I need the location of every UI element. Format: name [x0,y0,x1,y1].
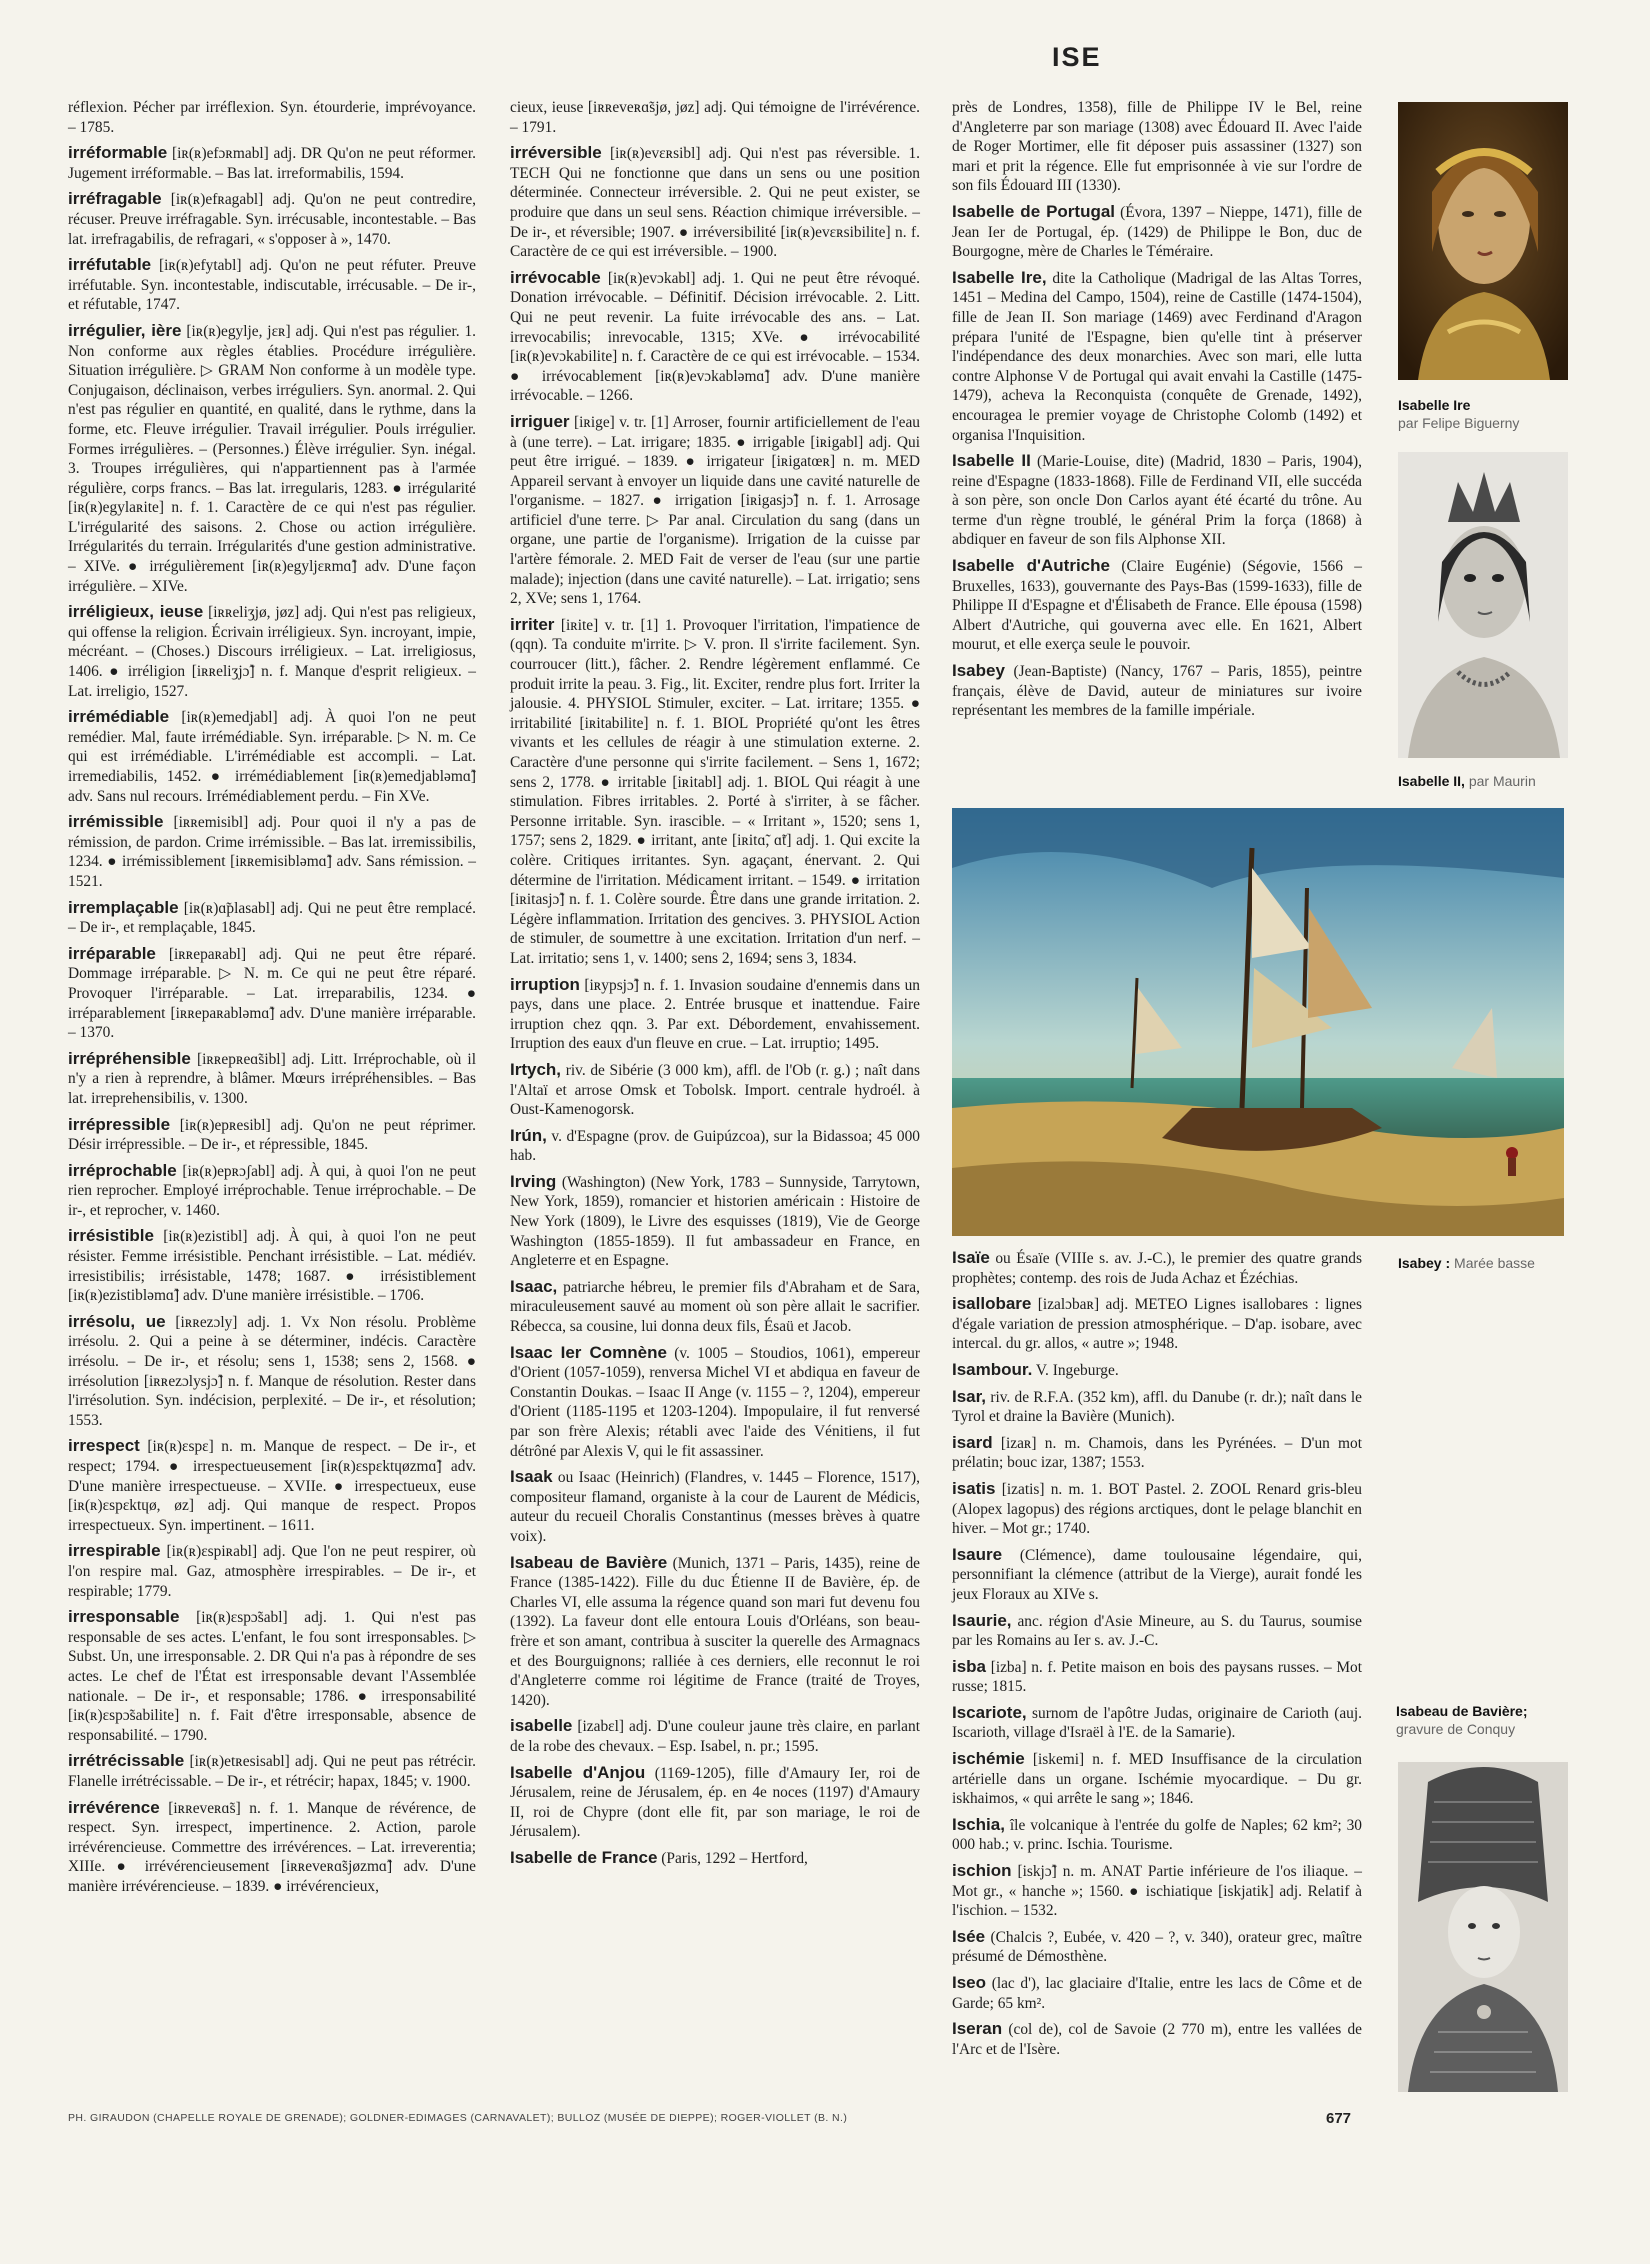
entry-definition: [izaʀ] n. m. Chamois, dans les Pyrénées. – D'un mot prélatin; bouc izar, 1387; 1553. [952,1434,1362,1472]
entry-headword: irrésistible [68,1226,154,1246]
entry-definition: près de Londres, 1358), fille de Philippe IV le Bel, reine d'Angleterre par son mariage (1308) avec Édouard II. Avec l'aide de Roger Mortimer, elle fit déposer puis assassiner (1327) son mari et prit la régence. Elle fut emprisonnée à vie sur l'ordre de son fils Édouard III (1330). [952,99,1362,195]
entry-definition: (Paris, 1292 – Hertford, [661,1849,808,1867]
isabelle-1-caption [1398,396,1519,432]
entry-definition: (Marie-Louise, dite) (Madrid, 1830 – Paris, 1904), reine d'Espagne (1833-1868). Fille de Ferdinand VII, elle succéda à son père, son oncle Don Carlos ayant été écarté du trône. Au terme d'un règne troublé, le général Prim la força (1868) à abdiquer en faveur de son fils Alphonse XII. [952,453,1362,549]
entry-definition: [iʀ(ʀ)epʀɔʃabl] adj. À qui, à quoi l'on ne peut rien reprocher. Employé irréprochable. Tenue irréprochable. – De ir-, et reprocher, v. 1460. [68,1162,476,1219]
dictionary-entry [952,1749,1362,1809]
entry-headword: Irtych, [510,1059,562,1079]
dictionary-entry [68,1607,476,1745]
entry-definition: (1169-1205), fille d'Amaury Ier, roi de Jérusalem, reine de Jérusalem, ép. en 4e noces (1197) d'Amaury II, roi de Chypre (dont elle fit, par son mariage, le roi de Jérusalem). [510,1764,920,1841]
entry-headword: irresponsable [68,1607,180,1627]
entry-definition: [iskjɔ̃] n. m. ANAT Partie inférieure de l'os iliaque. – Mot gr., « hanche »; 1560. ● ischiatique [iskjatik] adj. Relatif à l'ischion. – 1532. [952,1863,1362,1920]
dictionary-entry [952,1479,1362,1539]
dictionary-entry [510,98,920,137]
entry-definition: [iʀ(ʀ)evɛʀsibl] adj. Qui n'est pas réversible. 1. TECH Qui ne fonctionne que dans un sens ou une position déterminée. Connecteur irréversible. 2. Qui ne peut exister, se produire que dans un seul sens. Réaction chimique irréversible. – De ir-, et réversible; 1907. ● irréversibilité [iʀ(ʀ)evɛʀsibilite] n. f. Caractère de ce qui est irréversible. – 1900. [510,145,920,261]
dictionary-entry [952,556,1362,655]
entry-headword: Isaure [952,1544,1003,1564]
entry-headword: irréfragable [68,189,162,209]
entry-definition: (Chalcis ?, Eubée, v. 420 – ?, v. 340), orateur grec, maître présumé de Démosthène. [952,1928,1362,1966]
dictionary-entry [952,1861,1362,1921]
dictionary-entry [510,1343,920,1462]
entry-headword: Isaurie, [952,1610,1012,1630]
dictionary-entry [68,1798,476,1897]
photo-credits: PH. GIRAUDON (CHAPELLE ROYALE DE GRENADE); GOLDNER-EDIMAGES (CARNAVALET); BULLOZ (MUSÉE DE DIEPPE); ROGER-VIOLLET (B. N.) [68,2112,848,2124]
entry-headword: Isabelle d'Autriche [952,556,1110,576]
dictionary-entry [952,1611,1362,1651]
entry-definition: [iʀ(ʀ)ɛspɛ] n. m. Manque de respect. – De ir-, et respect; 1794. ● irrespectueusement [iʀ(ʀ)ɛspɛktɥøzmɑ̃] adv. D'une manière irrespectueuse. – XVIIe. ● irrespectueux, euse [iʀ(ʀ)ɛspɛktɥø, øz] adj. Qui manque de respect. Propos irrespectueux. Syn. impertinent. – 1611. [68,1438,476,1534]
column-2 [510,98,920,1874]
isabelle-1-caption-sub: par Felipe Biguerny [1398,415,1520,431]
dictionary-entry [68,944,476,1043]
dictionary-entry [68,189,476,249]
entry-definition: île volcanique à l'entrée du golfe de Naples; 62 km²; 30 000 hab.; v. princ. Ischia. Tourisme. [952,1816,1362,1854]
dictionary-entry [952,1703,1362,1743]
entry-definition: [iʀypsjɔ̃] n. f. 1. Invasion soudaine d'ennemis dans un pays, dans une place. 2. Entrée brusque et inattendue. Faire irruption chez qqn. 3. Par ext. Débordement, envahissement. Irruption des eaux d'un fleuve en crue. – Lat. irruptio; 1495. [510,976,920,1053]
dictionary-entry [952,98,1362,196]
entry-definition: (col de), col de Savoie (2 770 m), entre les vallées de l'Arc et de l'Isère. [952,2021,1362,2058]
dictionary-entry [68,321,476,596]
entry-definition: [iʀʀeveʀɑ̃s] n. f. 1. Manque de révérence, de respect. Syn. irrespect, impertinence. 2. Action, parole irrévérencieuse. Commettre des irrévérences. – Lat. irreverentia; XIIIe. ● irrévérencieusement [iʀʀeveʀɑ̃sjøzmɑ̃] adv. D'une manière irrévérencieuse. – 1839. ● irrévérencieux, [68,1799,476,1895]
entry-headword: irrégulier, ière [68,320,182,340]
entry-definition: V. Ingeburge. [1035,1361,1119,1379]
entry-headword: Isar, [952,1386,987,1406]
dictionary-entry [510,1172,920,1271]
isabeau-engraving [1398,1762,1568,2092]
dictionary-entry [510,1277,920,1337]
entry-definition: [iʀ(ʀ)efytabl] adj. Qu'on ne peut réfuter. Preuve irréfutable. Syn. incontestable, indiscutable, irrécusable. – De ir-, et réfutable, 1747. [68,257,476,314]
entry-headword: Isambour. [952,1359,1033,1379]
dictionary-entry [952,1815,1362,1855]
dictionary-entry [952,1927,1362,1967]
isabey-caption-title: Isabey : [1398,1255,1451,1271]
entry-definition: riv. de R.F.A. (352 km), affl. du Danube (r. dr.); naît dans le Tyrol et draine la Bavière (Munich). [952,1388,1362,1426]
dictionary-entry [510,1848,920,1869]
entry-headword: irréfutable [68,255,152,275]
entry-headword: Isabeau de Bavière [510,1552,668,1572]
entry-definition: [iʀ(ʀ)egylje, jɛʀ] adj. Qui n'est pas régulier. 1. Non conforme aux règles établies. Procédure irrégulière. Situation irrégulière. ▷ GRAM Non conforme à un modèle type. Conjugaison, déclinaison, verbes irréguliers. Syn. anormal. 2. Qui n'est pas régulier en quantité, en qualité, dans le rythme, dans la forme, etc. Fleuve irrégulier. Travail irrégulier. Pouls irrégulier. Formes irrégulières. – (Personnes.) Élève irrégulier. Syn. inégal. 3. Troupes irrégulières, qui n'appartiennent pas à l'armée régulière, corps francs. – Bas lat. irregularis, 1283. ● irrégularité [iʀ(ʀ)egylaʀite] n. f. 1. Caractère de ce qui n'est pas régulier. L'irrégularité des saisons. 2. Chose ou action irrégulière. Irrégularités du terrain. Irrégularités d'une gestion administrative. – XIVe. ● irrégulièrement [iʀ(ʀ)egyljɛʀmɑ̃] adv. D'une façon irrégulière. – XIVe. [68,322,477,595]
dictionary-entry [952,1248,1362,1288]
entry-definition: [izatis] n. m. 1. BOT Pastel. 2. ZOOL Renard gris-bleu (Alopex lagopus) des régions arctiques, dont le pelage blanchit en hiver. – Mot gr.; 1740. [952,1480,1362,1538]
entry-definition: [iʀʀemisibl] adj. Pour quoi il n'y a pas de rémission, de pardon. Crime irrémissible. – Bas lat. irremissibilis, 1234. ● irrémissiblement [iʀʀemisibləmɑ̃] adv. Sans rémission. – 1521. [68,814,476,890]
page-number: 677 [1326,2110,1352,2127]
entry-headword: Irún, [510,1125,547,1145]
dictionary-entry [952,1387,1362,1427]
dictionary-entry [510,975,920,1054]
guide-word: ISE [1052,42,1102,72]
entry-headword: Isabey [952,661,1005,681]
dictionary-entry [510,1716,920,1756]
dictionary-entry [952,1360,1362,1381]
entry-definition: cieux, ieuse [iʀʀeveʀɑ̃sjø, jøz] adj. Qui témoigne de l'irrévérence. – 1791. [510,99,920,136]
dictionary-entry [952,1973,1362,2013]
entry-definition: v. d'Espagne (prov. de Guipúzcoa), sur la Bidassoa; 45 000 hab. [510,1127,920,1165]
entry-definition: [iʀʀepaʀabl] adj. Qui ne peut être réparé. Dommage irréparable. ▷ N. m. Ce qui ne peut être réparé. Provoquer l'irréparable. – Lat. irreparabilis, 1234. ● irréparablement [iʀʀepaʀabləmɑ̃] adv. D'une manière irréparable. – 1370. [68,945,476,1042]
dictionary-entry [68,707,476,806]
entry-headword: irruption [510,974,580,994]
entry-headword: Isabelle de Portugal [952,201,1116,221]
entry-headword: Isabelle d'Anjou [510,1762,646,1782]
entry-definition: [iʀʀezɔly] adj. 1. Vx Non résolu. Problème irrésolu. 2. Qui a peine à se déterminer, indécis. Caractère irrésolu. – De ir-, et résolu; sens 1, 1538; sens 2, 1568. ● irrésolution [iʀʀezɔlysjɔ̃] n. f. Manque de résolution. Rester dans l'irrésolution. Syn. indécision, perplexité. – De ir-, et résolution; 1553. [68,1313,476,1429]
entry-headword: Isaac, [510,1276,558,1296]
entry-definition: [iʀ(ʀ)ɛspiʀabl] adj. Que l'on ne peut respirer, où l'on respire mal. Gaz, atmosphère irrespirables. – De ir-, et respirable; 1779. [68,1543,476,1600]
entry-headword: Iseo [952,1973,987,1992]
entry-headword: Isabelle II [952,451,1031,471]
isabelle-2-caption-sub: par Maurin [1468,773,1536,789]
dictionary-entry [68,1115,476,1155]
dictionary-entry [68,602,476,701]
entry-headword: irrévocable [510,267,601,287]
entry-definition: [iʀ(ʀ)efɔʀmabl] adj. DR Qu'on ne peut réformer. Jugement irréformable. – Bas lat. irreformabilis, 1594. [68,145,476,182]
entry-definition: [iʀige] v. tr. [1] Arroser, fournir artificiellement de l'eau à (une terre). – Lat. irrigare; 1835. ● irrigable [iʀigabl] adj. Qui peut être irrigué. – 1839. ● irrigateur [iʀigatœʀ] n. m. MED Appareil servant à envoyer un liquide dans une cavité naturelle de l'organisme. – 1827. ● irrigation [iʀigasjɔ̃] n. f. 1. Arrosage artificiel d'une terre. ▷ Par anal. Circulation du sang (dans un organe, une partie de l'organisme). Irrigation de la cuisse par l'artère fémorale. 2. MED Fait de verser de l'eau (sur une partie malade); injection (dans une cavité naturelle). – Lat. irrigatio; sens 2, XVe; sens 1, 1764. [510,413,920,608]
dictionary-entry [68,1751,476,1791]
dictionary-entry [510,143,920,262]
entry-headword: irremplaçable [68,897,179,917]
dictionary-entry [68,98,476,137]
entry-headword: irriguer [510,411,570,431]
dictionary-entry [510,1553,920,1711]
entry-headword: irrémissible [68,812,164,832]
isabelle-1-portrait [1398,102,1568,380]
isabey-caption-sub: Marée basse [1454,1255,1535,1271]
entry-definition: [iʀ(ʀ)ɑ̃plasabl] adj. Qui ne peut être remplacé. – De ir-, et remplaçable, 1845. [68,899,476,937]
isabeau-caption-title: Isabeau de Bavière; [1396,1703,1528,1719]
entry-headword: Isabelle Ire, [952,267,1047,287]
isabeau-caption [1396,1702,1528,1738]
entry-headword: irrétrécissable [68,1751,185,1771]
entry-headword: isabelle [510,1716,573,1736]
column-1 [68,98,476,1902]
entry-definition: (Évora, 1397 – Nieppe, 1471), fille de Jean Ier de Portugal, ép. (1429) de Philippe le Bon, duc de Bourgogne, mère de Charles le Téméraire. [952,203,1362,261]
dictionary-entry [952,1294,1362,1354]
entry-definition: [iʀ(ʀ)etʀesisabl] adj. Qui ne peut pas rétrécir. Flanelle irrétrécissable. – De ir-, et rétrécir; hapax, 1845; v. 1900. [68,1753,476,1790]
entry-definition: surnom de l'apôtre Judas, originaire de Carioth (auj. Iscarioth, village d'Israël à l'E. de la Samarie). [952,1704,1362,1742]
entry-definition: (Munich, 1371 – Paris, 1435), reine de France (1385-1422). Fille du duc Étienne II de Bavière, ép. de Charles VI, elle assuma la régence quand son mari fut devenu fou (1392). La faveur dont elle entoura Louis d'Orléans, son beau-frère et son amant, contribua à susciter la querelle des Armagnacs et des Bourguignons; ralliée à ces derniers, elle reconnut le roi d'Angleterre comme roi légitime de France (traité de Troyes, 1420). [510,1554,920,1709]
entry-definition: réflexion. Pécher par irréflexion. Syn. étourderie, imprévoyance. – 1785. [68,99,476,136]
dictionary-entry [68,1541,476,1601]
entry-headword: isallobare [952,1294,1032,1314]
entry-definition: anc. région d'Asie Mineure, au S. du Taurus, soumise par les Romains au Ier s. av. J.-C. [952,1612,1362,1650]
entry-headword: Irving [510,1171,557,1191]
dictionary-entry [510,1467,920,1546]
entry-headword: irrépressible [68,1114,171,1134]
column-3-top [952,98,1362,727]
dictionary-entry [952,202,1362,262]
entry-definition: riv. de Sibérie (3 000 km), affl. de l'Ob (r. g.) ; naît dans l'Altaï et arrose Omsk et Tobolsk. Import. centrale hydroél. à Oust-Kamenogorsk. [510,1061,920,1119]
entry-definition: dite la Catholique (Madrigal de las Altas Torres, 1451 – Medina del Campo, 1504), reine de Castille (1474-1504), fille de Jean II. Son mariage (1469) avec Ferdinand d'Aragon prépara l'unité de l'Espagne, bien qu'elle tint à préserver l'indépendance des deux monarchies. Avec son mari, elle lutta contre Alphonse V de Portugal qui avait envahi la Castille (1475-1479), acheva la Reconquista (conquête de Grenade, 1492), encouragea le premier voyage de Christophe Colomb (1492) et organisa l'Inquisition. [952,269,1362,444]
entry-headword: irriter [510,614,555,634]
entry-definition: [iskemi] n. f. MED Insuffisance de la circulation artérielle dans un organe. Ischémie myocardique. – Du gr. iskhaimos, « qui arrête le sang »; 1846. [952,1751,1362,1808]
entry-headword: irrespect [68,1436,140,1456]
isabelle-2-caption-title: Isabelle II, [1398,773,1465,789]
entry-headword: Iscariote, [952,1702,1027,1722]
dictionary-entry [952,661,1362,721]
isabelle-2-caption [1398,772,1536,790]
entry-definition: [izalɔbaʀ] adj. METEO Lignes isallobares : lignes d'égale variation de pression atmosphérique. – D'ap. isobare, avec intercal. du gr. allos, « autre »; 1948. [952,1296,1362,1353]
dictionary-entry [952,268,1362,445]
entry-headword: ischion [952,1861,1012,1881]
entry-headword: irréparable [68,943,156,963]
dictionary-entry [510,412,920,609]
isabelle-1-portrait-image [1398,102,1568,380]
isabeau-caption-sub: gravure de Conquy [1396,1721,1516,1737]
entry-headword: irrémédiable [68,707,170,727]
entry-headword: irréversible [510,143,602,163]
entry-definition: [izba] n. f. Petite maison en bois des paysans russes. – Mot russe; 1815. [952,1658,1362,1696]
entry-headword: isba [952,1656,987,1676]
entry-definition: patriarche hébreu, le premier fils d'Abraham et de Sara, miraculeusement sauvé au moment où son père allait le sacrifier. Rébecca, sa cousine, lui donna deux fils, Ésaü et Jacob. [510,1278,920,1336]
entry-definition: (Washington) (New York, 1783 – Sunnyside, Tarrytown, New York, 1859), romancier et historien américain : Histoire de New York (1809), le Livre des esquisses (1819), Vie de George Washington (1855-1859). Il fut ambassadeur en France, en Angleterre et en Espagne. [510,1173,920,1270]
isabey-painting-image [952,808,1564,1236]
isabey-caption [1398,1254,1535,1272]
entry-headword: irrépréhensible [68,1048,191,1068]
entry-headword: Isaac Ier Comnène [510,1342,667,1362]
isabelle-2-portrait-image [1398,452,1568,758]
dictionary-entry [68,143,476,183]
dictionary-entry [68,255,476,315]
dictionary-entry [510,1060,920,1120]
entry-headword: Isabelle de France [510,1847,658,1867]
entry-headword: irrésolu, ue [68,1311,166,1331]
entry-definition: [iʀʀepʀeɑ̃sibl] adj. Litt. Irréprochable, où il n'y a rien à reprendre, à blâmer. Mœurs irrépréhensibles. – Bas lat. irreprehensibilis, v. 1300. [68,1050,476,1107]
isabelle-2-portrait [1398,452,1568,758]
entry-definition: [iʀ(ʀ)ezistibl] adj. À qui, à quoi l'on ne peut résister. Femme irrésistible. Penchant irrésistible. – Lat. médiév. irresistibilis; irrésistable, 1478; 1687. ● irrésistiblement [iʀ(ʀ)ezistibləmɑ̃] adv. D'une manière irrésistible. – 1706. [68,1228,476,1305]
dictionary-entry [68,1049,476,1109]
dictionary-entry [68,898,476,938]
dictionary-entry [68,1312,476,1431]
dictionary-entry [510,1763,920,1842]
dictionary-entry [68,1161,476,1221]
dictionary-entry [952,1433,1362,1473]
entry-definition: [iʀ(ʀ)epʀesibl] adj. Qu'on ne peut réprimer. Désir irrépressible. – De ir-, et répressible, 1845. [68,1116,476,1154]
dictionary-entry [510,268,920,406]
entry-headword: isatis [952,1478,996,1498]
dictionary-entry [952,1545,1362,1605]
dictionary-entry [68,812,476,891]
isabeau-engraving-image [1398,1762,1568,2092]
dictionary-entry [510,1126,920,1166]
entry-headword: irréprochable [68,1160,177,1180]
entry-definition: [iʀʀeliʒjø, jøz] adj. Qui n'est pas religieux, qui offense la religion. Écrivain irréligieux. Syn. incroyant, impie, mécréant. – (Choses.) Discours irréligieux. – Lat. irreligiosus, 1406. ● irréligion [iʀʀeliʒjɔ̃] n. f. Manque d'esprit religieux. – Lat. irreligio, 1527. [68,604,476,700]
entry-definition: (v. 1005 – Stoudios, 1061), empereur d'Orient (1057-1059), renversa Michel VI et abdiqua en faveur de Constantin Doukas. – Isaac II Ange (v. 1155 – ?, 1204), empereur d'Orient (1185-1195 et 1203-1204). Impopulaire, il fut renversé par son frère Alexis; rétabli avec l'aide des Vénitiens, il fut détrôné par Alexis V, qui le fit assassiner. [510,1344,920,1460]
entry-definition: [iʀ(ʀ)evɔkabl] adj. 1. Qui ne peut être révoqué. Donation irrévocable. – Définitif. Décision irrévocable. 2. Litt. Qui ne peut revenir. La fuite irrévocable des ans. – Lat. irrevocabilis; inrevocable, 1315; XVe. ● irrévocabilité [iʀ(ʀ)evɔkabilite] n. f. Caractère de ce qui est irrévocable. – 1534. ● irrévocablement [iʀ(ʀ)evɔkabləmɑ̃] adv. D'une manière irrévocable. – 1266. [510,269,920,405]
entry-headword: Isée [952,1926,986,1946]
dictionary-entry [68,1436,476,1535]
column-3-bottom [952,1248,1362,2065]
entry-headword: irrévérence [68,1797,160,1817]
entry-definition: [iʀ(ʀ)emedjabl] adj. À quoi l'on ne peut remédier. Mal, faute irrémédiable. Syn. irréparable. ▷ N. m. Ce qui est irrémédiable. L'irrémédiable est accompli. – Lat. irremediabilis, 1452. ● irrémédiablement [iʀ(ʀ)emedjabləmɑ̃] adv. Sans nul recours. Irrémédiablement perdu. – Fin XVe. [68,709,476,805]
entry-definition: (Claire Eugénie) (Ségovie, 1566 – Bruxelles, 1633), gouvernante des Pays-Bas (1599-1633), fille de Philippe II d'Espagne et d'Élisabeth de France. Elle épousa (1598) Albert d'Autriche, qui gouverna avec elle. En 1621, Albert mourut, et elle exerça seule le pouvoir. [952,558,1362,654]
entry-definition: (lac d'), lac glaciaire d'Italie, entre les lacs de Côme et de Garde; 65 km². [952,1975,1362,2012]
isabey-painting [952,808,1564,1236]
entry-headword: Isaïe [952,1248,990,1267]
entry-headword: isard [952,1432,993,1452]
isabelle-1-caption-title: Isabelle Ire [1398,397,1471,413]
entry-headword: irréligieux, ieuse [68,602,204,622]
entry-definition: ou Isaac (Heinrich) (Flandres, v. 1445 – Florence, 1517), compositeur flamand, organiste à la cour de Laurent de Médicis, auteur du recueil Choralis Constantinus (messes brèves à quatre voix). [510,1469,920,1545]
entry-definition: [iʀite] v. tr. [1] 1. Provoquer l'irritation, l'impatience de (qqn). Ta conduite m'irrite. ▷ V. pron. Il s'irrite facilement. Syn. courroucer (litt.), fâcher. 2. Rendre légèrement enflammé. Ce produit irrite la peau. 3. Fig., lit. Exciter, rendre plus fort. Irriter la jalousie. 4. PHYSIOL Stimuler, exciter. – Lat. irritare; 1355. ● irritabilité [iʀitabilite] n. f. 1. BIOL Propriété qu'ont les êtres vivants et les cellules de réagir à une stimulation externe. 2. Caractère d'une personne qui s'irrite facilement. – Sens 1, 1672; sens 2, 1778. ● irritable [iʀitabl] adj. 1. BIOL Qui réagit à une stimulation. Fibres irritables. 2. Porté à s'irriter, à se fâcher. Personne irritable. Syn. irascible. – « Irritant », 1520; sens 1, 1757; sens 2, 1829. ● irritant, ante [iʀitɑ̃, ɑ̃t] adj. 1. Qui excite la colère. Critiques irritantes. Syn. agaçant, énervant. 2. Qui détermine de l'irritation. Médicament irritant. – 1549. ● irritation [iʀitasjɔ̃] n. f. 1. Colère sourde. Être dans une grande irritation. 2. Légère inflammation. Irritation des gencives. 3. PHYSIOL Action de stimuler, de soumettre à une excitation. Irritation d'un nerf. – Lat. irritatio; sens 1, v. 1400; sens 2, 1694; sens 3, 1834. [510,616,920,967]
entry-definition: [iʀ(ʀ)ɛspɔ̃sabl] adj. 1. Qui n'est pas responsable de ses actes. L'enfant, le fou sont irresponsables. ▷ Subst. Un, une irresponsable. 2. DR Qui n'a pas à répondre de ses actes. Le chef de l'État est irresponsable devant l'Assemblée nationale. – De ir-, et responsable; 1786. ● irresponsabilité [iʀ(ʀ)ɛspɔ̃sabilite] n. f. Fait d'être irresponsable, absence de responsabilité. – 1790. [68,1609,476,1744]
entry-headword: Ischia, [952,1814,1005,1834]
entry-definition: (Clémence), dame toulousaine légendaire, qui, personnifiant la clémence (attribut de la Vierge), aurait fondé les jeux Floraux au XIVe s. [952,1546,1362,1603]
entry-headword: ischémie [952,1749,1025,1769]
entry-definition: [iʀ(ʀ)efʀagabl] adj. Qu'on ne peut contredire, récuser. Preuve irréfragable. Syn. irrécusable, incontestable. – Bas lat. irrefragabilis, de refragari, « s'opposer à », 1470. [68,191,476,248]
dictionary-entry [510,615,920,969]
dictionary-entry [952,1657,1362,1697]
entry-headword: irrespirable [68,1541,161,1561]
dictionary-entry [952,451,1362,550]
entry-definition: (Jean-Baptiste) (Nancy, 1767 – Paris, 1855), peintre français, élève de David, auteur de miniatures sur ivoire représentant les membres de la famille impériale. [952,663,1362,720]
entry-definition: ou Ésaïe (VIIIe s. av. J.-C.), le premier des quatre grands prophètes; contemp. des rois de Juda Achaz et Ézéchias. [952,1250,1362,1287]
entry-headword: Isaak [510,1467,553,1487]
entry-definition: [izabɛl] adj. D'une couleur jaune très claire, en parlant de la robe des chevaux. – Esp. Isabel, n. pr.; 1595. [510,1718,920,1755]
dictionary-entry [952,2019,1362,2059]
entry-headword: irréformable [68,143,168,163]
entry-headword: Iseran [952,2019,1003,2039]
dictionary-entry [68,1226,476,1305]
